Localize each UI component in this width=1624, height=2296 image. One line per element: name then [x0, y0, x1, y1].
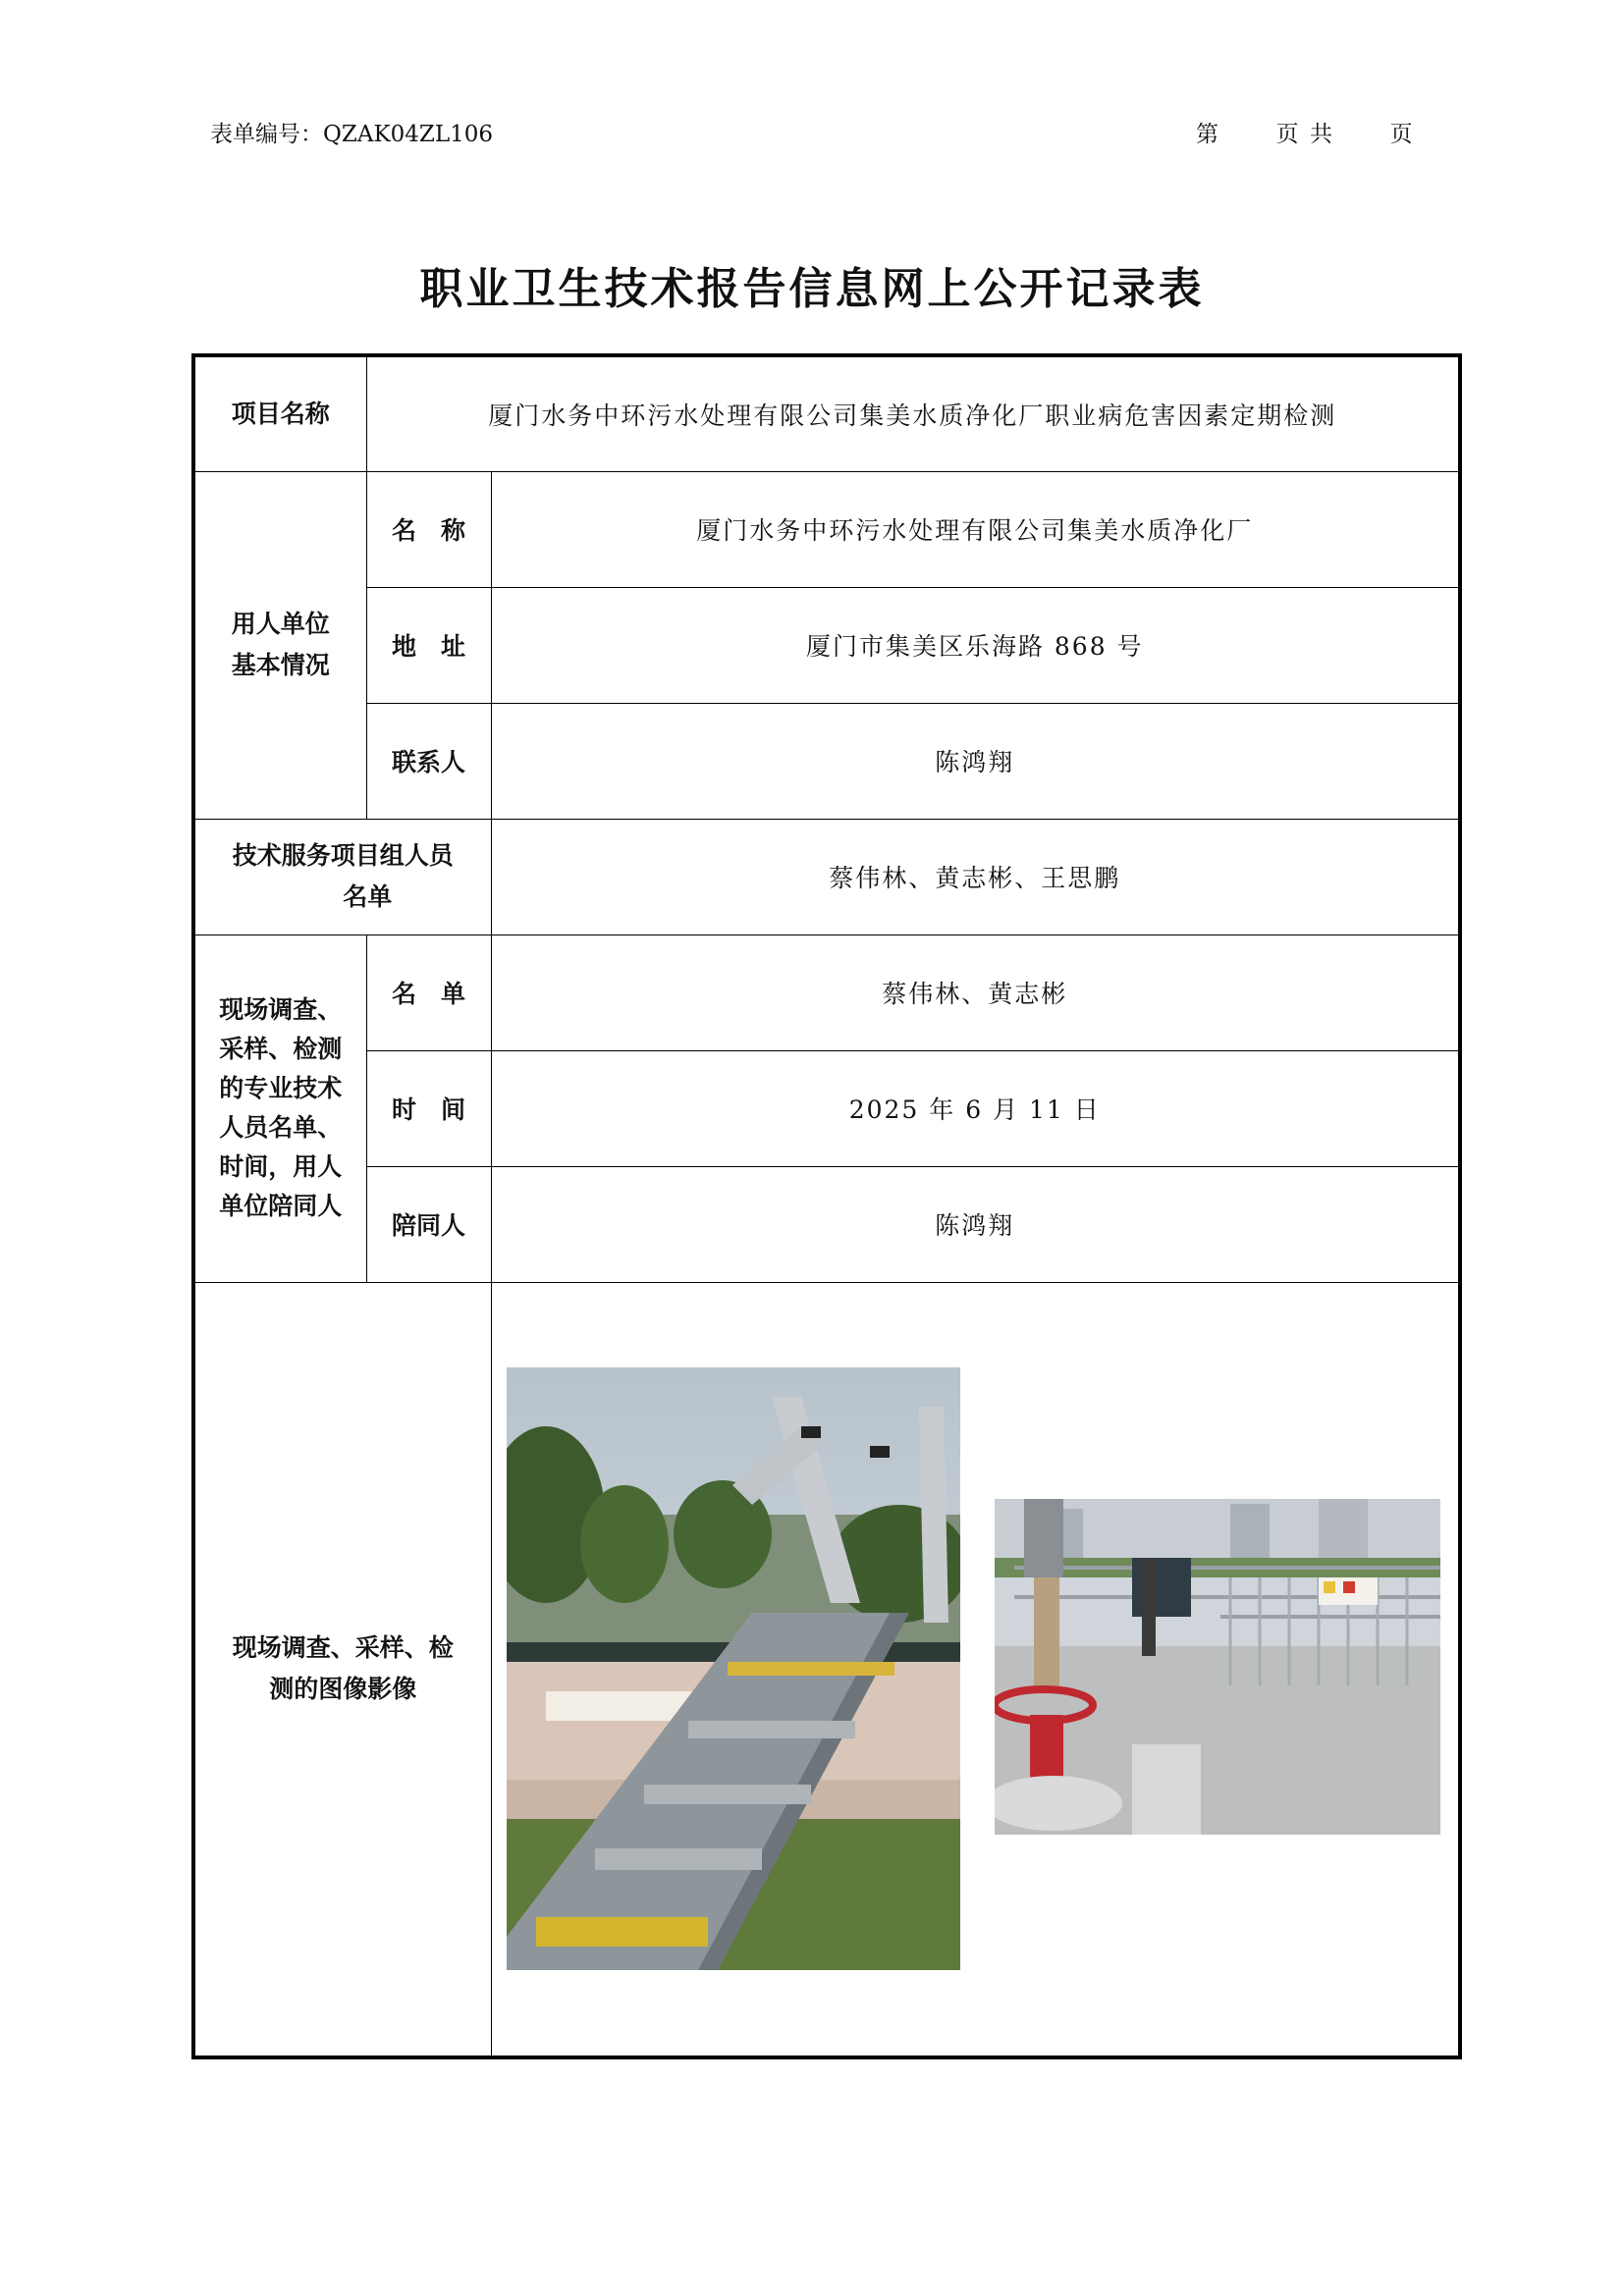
survey-label-line: 单位陪同人 — [219, 1192, 343, 1220]
page-indicator — [1196, 116, 1415, 148]
site-photo-stairs — [507, 1367, 960, 1970]
images-label-line2: 测的图像影像 — [269, 1675, 417, 1704]
row-contact — [193, 703, 1460, 819]
row-employer-name — [193, 471, 1460, 587]
site-photo-railing — [995, 1499, 1440, 1835]
form-number — [210, 116, 493, 148]
team-label — [193, 819, 491, 934]
record-table — [191, 353, 1462, 2059]
images-label — [193, 1282, 491, 2057]
page-di: 第 — [1196, 122, 1220, 147]
images-cell — [491, 1282, 1460, 2057]
project-name-value: 厦门水务中环污水处理有限公司集美水质净化厂职业病危害因素定期检测 — [366, 355, 1460, 471]
team-label-line1: 技术服务项目组人员 — [232, 841, 454, 870]
row-address — [193, 587, 1460, 703]
document-title: 职业卫生技术报告信息网上公开记录表 — [419, 264, 1205, 314]
roster-value: 蔡伟林、黄志彬 — [491, 934, 1460, 1050]
team-value: 蔡伟林、黄志彬、王思鹏 — [491, 819, 1460, 934]
page-ye-total: 页 — [1389, 122, 1415, 147]
page-ye: 页 — [1275, 122, 1301, 147]
images-label-line1: 现场调查、采样、检 — [232, 1633, 454, 1663]
survey-label-line: 现场调查、 — [219, 995, 343, 1024]
survey-label-lines — [195, 990, 366, 1226]
survey-label-line: 人员名单、 — [219, 1113, 343, 1142]
contact-label: 联系人 — [366, 703, 491, 819]
row-project-name — [193, 355, 1460, 471]
team-label-line2: 名单 — [343, 882, 393, 911]
survey-label-line: 时间，用人 — [219, 1152, 343, 1181]
page-gong: 共 — [1309, 122, 1334, 147]
time-label: 时 间 — [366, 1050, 491, 1166]
time-value: 2025 年 6 月 11 日 — [491, 1050, 1460, 1166]
row-roster — [193, 934, 1460, 1050]
survey-label-line: 采样、检测 — [219, 1035, 343, 1063]
row-escort — [193, 1166, 1460, 1282]
escort-value: 陈鸿翔 — [491, 1166, 1460, 1282]
form-number-label: 表单编号： — [210, 122, 323, 147]
escort-label: 陪同人 — [366, 1166, 491, 1282]
employer-label-line1: 用人单位 — [231, 610, 330, 638]
row-team — [193, 819, 1460, 934]
photos-container — [492, 1283, 1459, 2055]
address-label: 地 址 — [366, 587, 491, 703]
roster-label: 名 单 — [366, 934, 491, 1050]
employer-label-line2: 基本情况 — [231, 651, 330, 679]
survey-label-line: 的专业技术 — [219, 1074, 343, 1102]
address-value: 厦门市集美区乐海路 868 号 — [491, 587, 1460, 703]
name-value: 厦门水务中环污水处理有限公司集美水质净化厂 — [491, 471, 1460, 587]
name-label: 名 称 — [366, 471, 491, 587]
row-images — [193, 1282, 1460, 2057]
row-time — [193, 1050, 1460, 1166]
employer-info-label — [193, 471, 366, 819]
form-number-value: QZAK04ZL106 — [323, 122, 494, 147]
project-name-label: 项目名称 — [193, 355, 366, 471]
contact-value: 陈鸿翔 — [491, 703, 1460, 819]
survey-personnel-label — [193, 934, 366, 1282]
